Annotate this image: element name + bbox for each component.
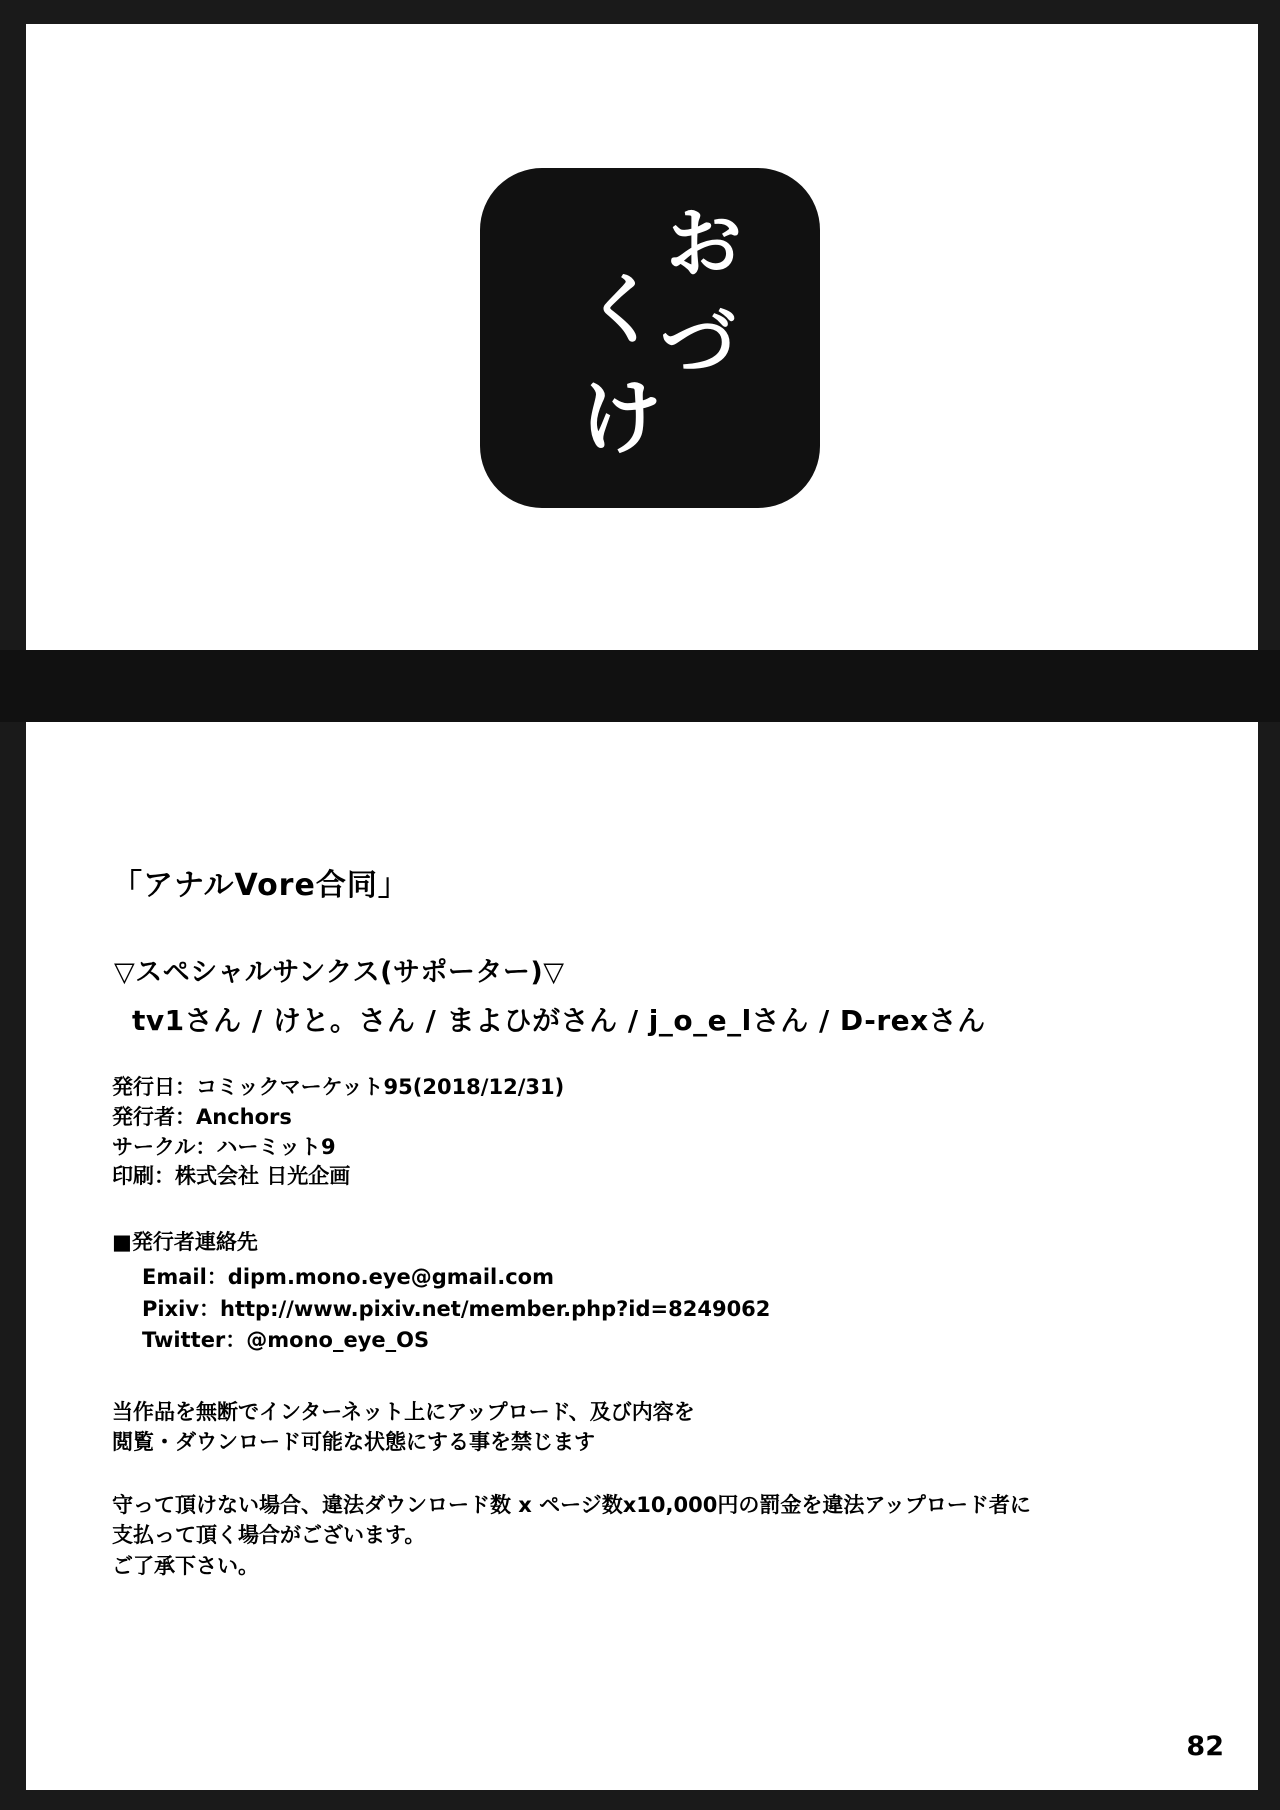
section-divider-band [0,650,1280,722]
page-number: 82 [1186,1731,1224,1762]
penalty-line-3: ご了承下さい。 [112,1553,259,1578]
notice-line-1: 当作品を無断でインターネット上にアップロード、及び内容を [112,1399,695,1424]
contact-pixiv: Pixiv：http://www.pixiv.net/member.php?id=8249062 [142,1296,771,1321]
special-thanks-heading: ▽スペシャルサンクス(サポーター)▽ [114,957,565,988]
meta-publish-date: 発行日：コミックマーケット95(2018/12/31) [112,1075,565,1099]
logo-char-zu: づ [660,299,736,388]
contact-email: Email：dipm.mono.eye@gmail.com [142,1265,554,1290]
colophon-block [108,860,1168,1581]
notice-line-2: 閲覧・ダウンロード可能な状態にする事を禁じます [112,1430,595,1455]
penalty-notice [112,1490,1168,1581]
logo-char-ke: け [580,371,663,466]
publication-meta [112,1073,1168,1192]
penalty-line-1: 守って頂けない場合、違法ダウンロード数 x ページ数x10,000円の罰金を違法アップロード者に [112,1492,1031,1517]
page-edge-bottom [0,1790,1280,1810]
contact-list [142,1262,1168,1357]
afterword-logo-tile [480,168,820,508]
upload-prohibition-notice [112,1397,1168,1458]
penalty-line-2: 支払って頂く場合がございます。 [112,1523,426,1548]
meta-circle: サークル：ハーミット9 [112,1134,336,1159]
book-title: 「アナルVore合同」 [112,868,409,903]
logo-char-o: お [666,199,742,288]
page-edge-right [1258,0,1280,1810]
meta-publisher: 発行者：Anchors [112,1104,292,1129]
contact-twitter: Twitter：@mono_eye_OS [142,1328,430,1353]
meta-printer: 印刷：株式会社 日光企画 [112,1164,351,1189]
afterword-logo-characters [480,168,820,508]
contact-heading: ■発行者連絡先 [112,1230,258,1255]
page-edge-top [0,0,1280,24]
logo-char-ku: く [584,265,660,354]
special-thanks-names: tv1さん / けと。さん / まよひがさん / j_o_e_lさん / D-rexさん [132,1004,986,1037]
page-edge-left [0,0,26,1810]
